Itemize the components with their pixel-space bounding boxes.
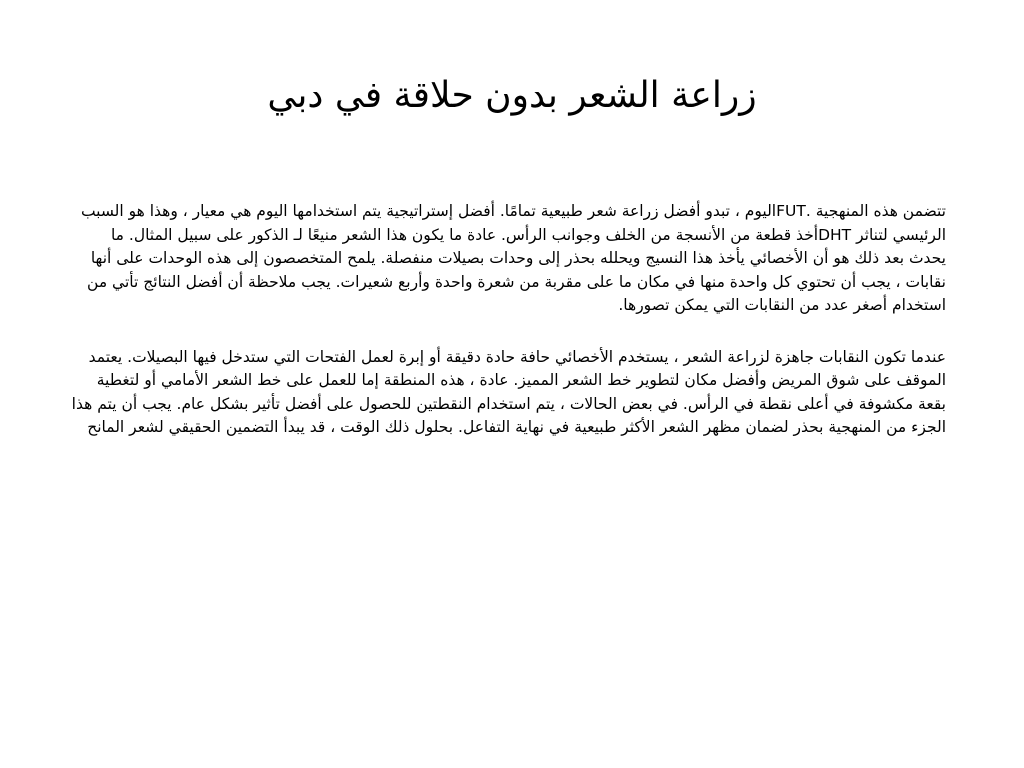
body-paragraph-1: تتضمن هذه المنهجية .FUTاليوم ، تبدو أفضل زراعة شعر طبيعية تمامًا. أفضل إستراتيجية يتم استخدامها اليوم هي معيار ، وهذا هو السبب الرئيسي لتناثر DHTأخذ قطعة من الأنسجة من الخلف وجوانب الرأس. عادة ما يكون هذا الشعر منيعًا لـ الذكور على سبيل المثال. ما يحدث بعد ذلك هو أن الأخصائي يأخذ هذا النسيج ويحلله بحذر إلى وحدات بصيلات منفصلة. يلمح المتخصصون إلى هذه الوحدات على أنها نقابات ، يجب أن تحتوي كل واحدة منها في مكان ما على مقربة من شعرة واحدة وأربع شعيرات. يجب ملاحظة أن أفضل النتائج تأتي من استخدام أصغر عدد من النقابات التي يمكن تصورها. [80,202,946,314]
slide-body [70,200,946,468]
slide-title: زراعة الشعر بدون حلاقة في دبي [267,75,757,116]
body-paragraph-2: عندما تكون النقابات جاهزة لزراعة الشعر ، يستخدم الأخصائي حافة حادة دقيقة أو إبرة لعمل الفتحات التي ستدخل فيها البصيلات. يعتمد الموقف على شوق المريض وأفضل مكان لتطوير خط الشعر المميز. عادة ، هذه المنطقة إما للعمل على خط الشعر الأمامي أو لتغطية بقعة مكشوفة في أعلى نقطة في الرأس. في بعض الحالات ، يتم استخدام النقطتين للحصول على أفضل تأثير بشكل عام. يجب أن يتم هذا الجزء من المنهجية بحذر لضمان مظهر الشعر الأكثر طبيعية في نهاية التفاعل. بحلول ذلك الوقت ، قد يبدأ التضمين الحقيقي لشعر المانح [71,347,946,436]
